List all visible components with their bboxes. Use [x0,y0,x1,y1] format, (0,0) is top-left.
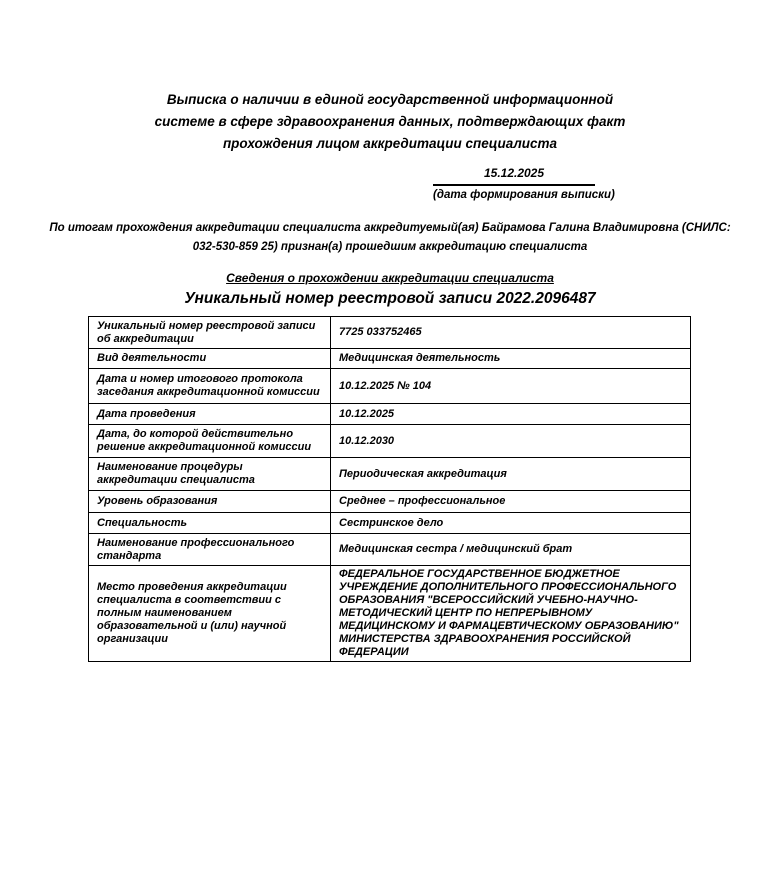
accreditation-table [88,316,691,662]
row-label-cell: Дата проведения [89,404,331,425]
row-value-cell: 7725 033752465 [331,317,691,349]
row-value-cell: 10.12.2025 [331,404,691,425]
row-value-cell: Медицинская деятельность [331,349,691,369]
table-row [89,566,691,662]
row-label-cell: Дата и номер итогового протокола заседания аккредитационной комиссии [89,369,331,404]
table-row [89,317,691,349]
table-row [89,513,691,534]
row-label-cell: Уникальный номер реестровой записи об аккредитации [89,317,331,349]
row-label-cell: Вид деятельности [89,349,331,369]
table-row [89,349,691,369]
row-value-cell: ФЕДЕРАЛЬНОЕ ГОСУДАРСТВЕННОЕ БЮДЖЕТНОЕ УЧРЕЖДЕНИЕ ДОПОЛНИТЕЛЬНОГО ПРОФЕССИОНАЛЬНОГО ОБРАЗОВАНИЯ "ВСЕРОССИЙСКИЙ УЧЕБНО-НАУЧНО-МЕТОДИЧЕСКИЙ ЦЕНТР ПО НЕПРЕРЫВНОМУ МЕДИЦИНСКОМУ И ФАРМАЦЕВТИЧЕСКОМУ ОБРАЗОВАНИЮ" МИНИСТЕРСТВА ЗДРАВООХРАНЕНИЯ РОССИЙСКОЙ ФЕДЕРАЦИИ [331,566,691,662]
generation-date: 15.12.2025 [433,165,595,186]
document-title [0,89,780,155]
row-label-cell: Наименование процедуры аккредитации специалиста [89,458,331,491]
table-row [89,425,691,458]
generation-date-block [433,165,615,202]
section-heading: Сведения о прохождении аккредитации специалиста [226,271,554,285]
row-label-cell: Место проведения аккредитации специалиста в соответствии с полным наименованием образовательной и (или) научной организации [89,566,331,662]
intro-paragraph [48,219,732,257]
document-title-line: системе в сфере здравоохранения данных, подтверждающих факт [154,114,626,129]
table-row [89,369,691,404]
row-value-cell: 10.12.2025 № 104 [331,369,691,404]
row-label-cell: Наименование профессионального стандарта [89,534,331,566]
row-value-cell: 10.12.2030 [331,425,691,458]
registry-number-heading: Уникальный номер реестровой записи 2022.2096487 [184,290,596,307]
generation-date-caption: (дата формирования выписки) [433,189,615,201]
table-row [89,491,691,513]
table-row [89,534,691,566]
intro-paragraph-line: По итогам прохождения аккредитации специалиста аккредитуемый(ая) Байрамова Галина Владимировна (СНИЛС: [49,222,731,234]
row-value-cell: Среднее – профессиональное [331,491,691,513]
row-label-cell: Специальность [89,513,331,534]
row-label-cell: Уровень образования [89,491,331,513]
document-title-line: Выписка о наличии в единой государственной информационной [166,92,614,107]
document-title-line: прохождения лицом аккредитации специалиста [222,136,558,151]
intro-paragraph-line: 032-530-859 25) признан(а) прошедшим аккредитацию специалиста [192,241,588,253]
table-row [89,404,691,425]
table-row [89,458,691,491]
row-value-cell: Периодическая аккредитация [331,458,691,491]
row-label-cell: Дата, до которой действительно решение аккредитационной комиссии [89,425,331,458]
row-value-cell: Сестринское дело [331,513,691,534]
row-value-cell: Медицинская сестра / медицинский брат [331,534,691,566]
